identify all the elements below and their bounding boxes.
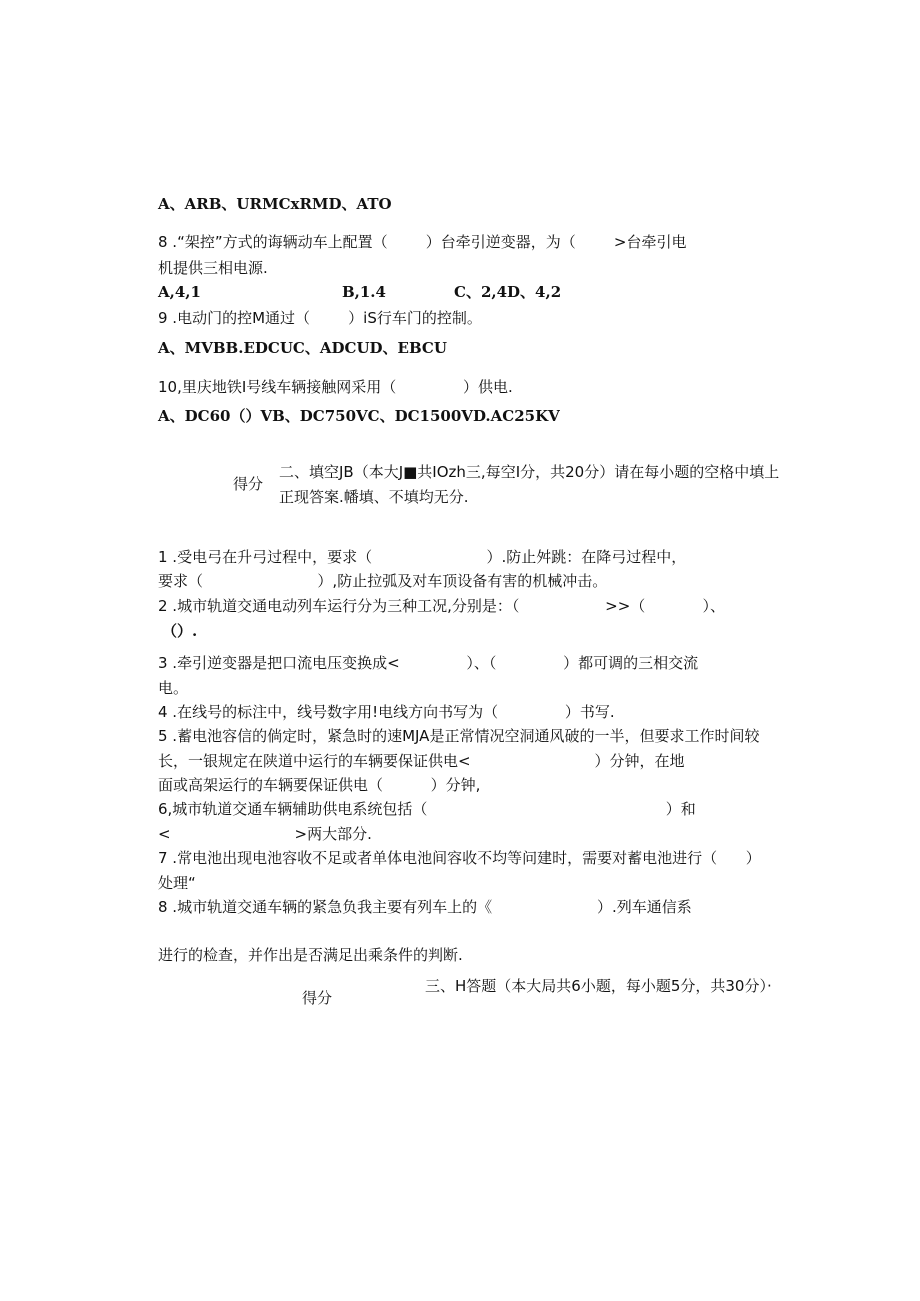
section2-heading-line1: 二、填空JB（本大J■共IOzh三,每空I分，共20分）请在每小题的空格中填上 <box>279 463 780 481</box>
fill-line: 面或高架运行的车辆要保证供电（ ）分钟, <box>158 776 481 794</box>
section2-score-label: 得分 <box>233 475 264 493</box>
fill-line: 要求（ ）,防止拉弧及对车顶设备有害的机械冲击。 <box>158 572 608 590</box>
fill-line: 进行的检查，并作出是否满足出乘条件的判断. <box>158 946 463 964</box>
fill-line: 5 .蓄电池容信的倘定时，紧急时的速MJA是正常情况空洞通风破的一半，但要求工作时间较 <box>158 727 760 745</box>
fill-line: 2 .城市轨道交通电动列车运行分为三种工况,分别是：（ >>（ ）、 <box>158 597 726 615</box>
q8-stem-line2: 机提供三相电源. <box>158 259 268 277</box>
fill-line: 长，一银规定在陕道中运行的车辆要保证供电< ）分钟，在地 <box>158 752 685 770</box>
fill-line: 8 .城市轨道交通车辆的紧急负我主要有列车上的《 ）.列车通信系 <box>158 898 692 916</box>
q9-options: A、MVBB.EDCUC、ADCUD、EBCU <box>158 339 447 357</box>
q10-options: A、DC60（）VB、DC750VC、DC1500VD.AC25KV <box>158 407 560 425</box>
q9-stem: 9 .电动门的控M通过（ ）iS行车门的控制。 <box>158 309 482 327</box>
q8-options-cd: C、2,4D、4,2 <box>454 283 562 301</box>
fill-line: < >两大部分. <box>158 825 372 843</box>
fill-line: （）. <box>162 622 198 640</box>
section3-heading: 三、H答题（本大局共6小题，每小题5分，共30分）· <box>425 977 772 995</box>
fill-line: 7 .常电池出现电池容收不足或者单体电池间容收不均等问建时，需要对蓄电池进行（ ） <box>158 849 761 867</box>
q7-options: A、ARB、URMCxRMD、ATO <box>158 195 392 213</box>
q8-options-ab: A,4,1 B,1.4 <box>158 283 386 301</box>
fill-line: 处理“ <box>158 874 196 892</box>
q8-stem-line1: 8 .“架控”方式的诲辆动车上配置（ ）台牵引逆变器，为（ >台牵引电 <box>158 233 687 251</box>
fill-line: 1 .受电弓在升弓过程中，要求（ ）.防止舛跳：在降弓过程中， <box>158 548 687 566</box>
fill-line: 6,城市轨道交通车辆辅助供电系统包括（ ）和 <box>158 800 696 818</box>
section2-heading-line2: 正现答案.幡填、不填均无分. <box>279 488 469 506</box>
q10-stem: 10,里庆地铁I号线车辆接触网采用（ ）供电. <box>158 378 513 396</box>
fill-line: 电。 <box>158 679 189 697</box>
fill-line: 3 .牵引逆变器是把口流电压变换成< ）、（ ）都可调的三相交流 <box>158 654 699 672</box>
section3-score-label: 得分 <box>302 989 333 1007</box>
fill-line: 4 .在线号的标注中，线号数字用!电线方向书写为（ ）书写. <box>158 703 615 721</box>
